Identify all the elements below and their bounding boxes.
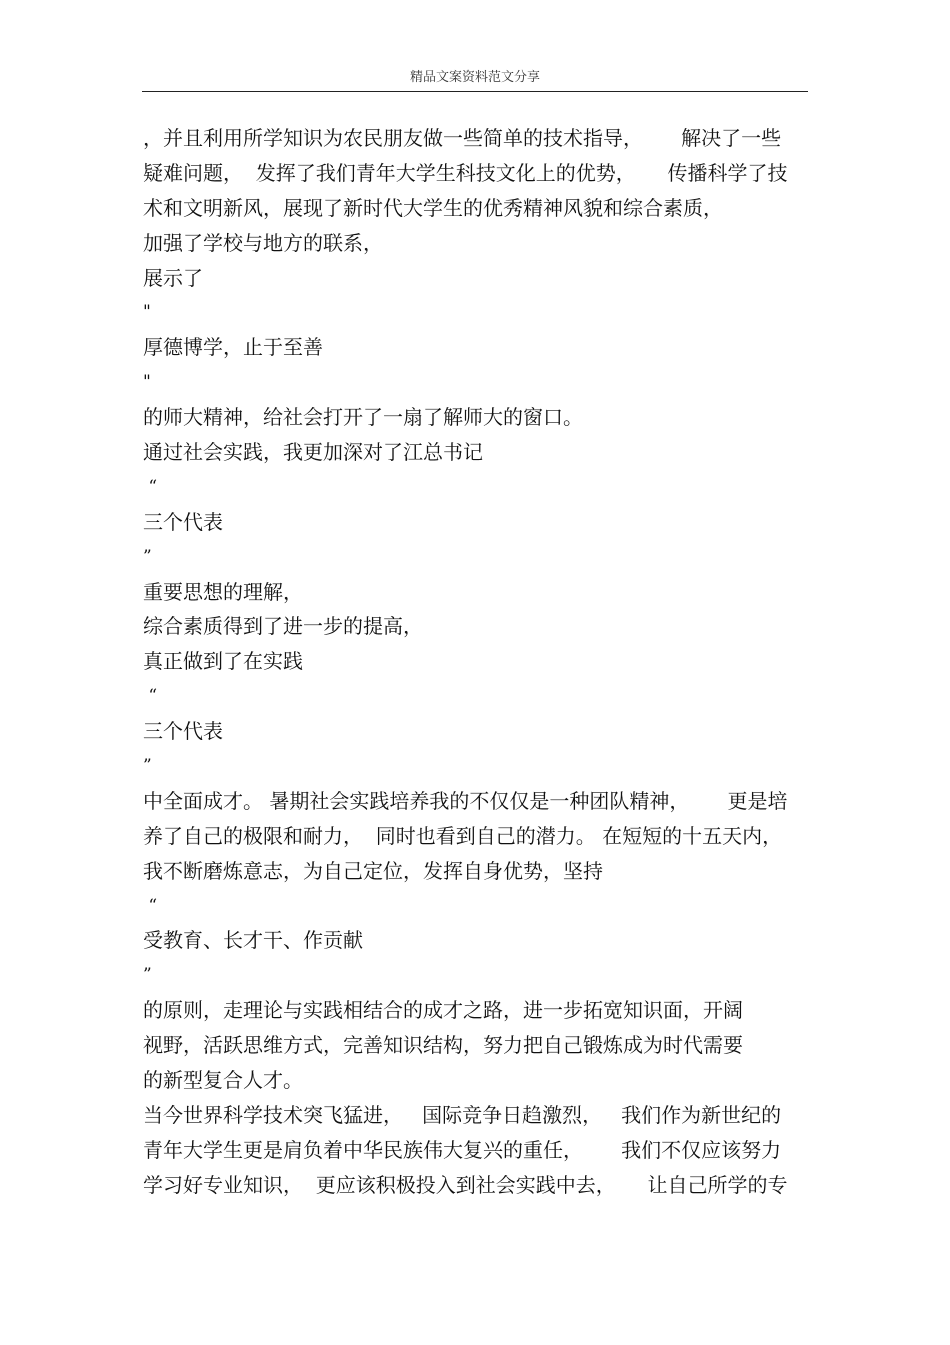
text-line: 养了自己的极限和耐力， 同时也看到自己的潜力。 在短短的十五天内， — [143, 823, 783, 848]
text-line: 加强了学校与地方的联系， — [143, 230, 383, 255]
quote-mark: ” — [143, 546, 152, 567]
quote-mark: “ — [143, 895, 158, 916]
text-line: 视野，活跃思维方式，完善知识结构，努力把自己锻炼成为时代需要 — [143, 1033, 743, 1058]
text-line: 厚德博学，止于至善 — [143, 335, 323, 360]
text-line: 通过社会实践，我更加深对了江总书记 — [143, 440, 483, 465]
text-line: 的师大精神，给社会打开了一扇了解师大的窗口。 — [143, 405, 583, 430]
text-line: 的新型复合人才。 — [143, 1068, 303, 1093]
document-body — [143, 121, 815, 1203]
page-header: 精品文案资料范文分享 — [409, 70, 540, 85]
text-line: 展示了 — [143, 265, 203, 290]
text-line: 青年大学生更是肩负着中华民族伟大复兴的重任， 我们不仅应该努力 — [143, 1137, 782, 1162]
quote-mark: " — [143, 372, 151, 393]
text-line: 当今世界科学技术突飞猛进， 国际竞争日趋激烈， 我们作为新世纪的 — [143, 1102, 782, 1127]
quote-mark: ” — [143, 965, 152, 986]
text-line: 综合素质得到了进一步的提高， — [143, 614, 423, 639]
text-line: 中全面成才。 暑期社会实践培养我的不仅仅是一种团队精神， 更是培 — [143, 788, 788, 813]
quote-mark: “ — [143, 476, 158, 497]
text-line: 学习好专业知识， 更应该积极投入到社会实践中去， 让自己所学的专 — [143, 1172, 788, 1197]
quote-mark: " — [143, 302, 151, 323]
text-line: 受教育、长才干、作贡献 — [143, 928, 363, 953]
text-line: 三个代表 — [143, 719, 223, 744]
text-line: 三个代表 — [143, 509, 223, 534]
header-divider — [142, 91, 808, 92]
text-line: 真正做到了在实践 — [143, 649, 303, 674]
text-line: 疑难问题， 发挥了我们青年大学生科技文化上的优势， 传播科学了技 — [143, 160, 788, 185]
text-line: 的原则，走理论与实践相结合的成才之路，进一步拓宽知识面，开阔 — [143, 998, 743, 1023]
quote-mark: ” — [143, 756, 152, 777]
text-line: ，并且利用所学知识为农民朋友做一些简单的技术指导， 解决了一些 — [143, 126, 782, 150]
quote-mark: “ — [143, 686, 158, 707]
text-line: 我不断磨炼意志，为自己定位，发挥自身优势，坚持 — [143, 858, 603, 883]
text-line: 术和文明新风，展现了新时代大学生的优秀精神风貌和综合素质， — [143, 195, 723, 220]
text-line: 重要思想的理解， — [143, 579, 303, 604]
